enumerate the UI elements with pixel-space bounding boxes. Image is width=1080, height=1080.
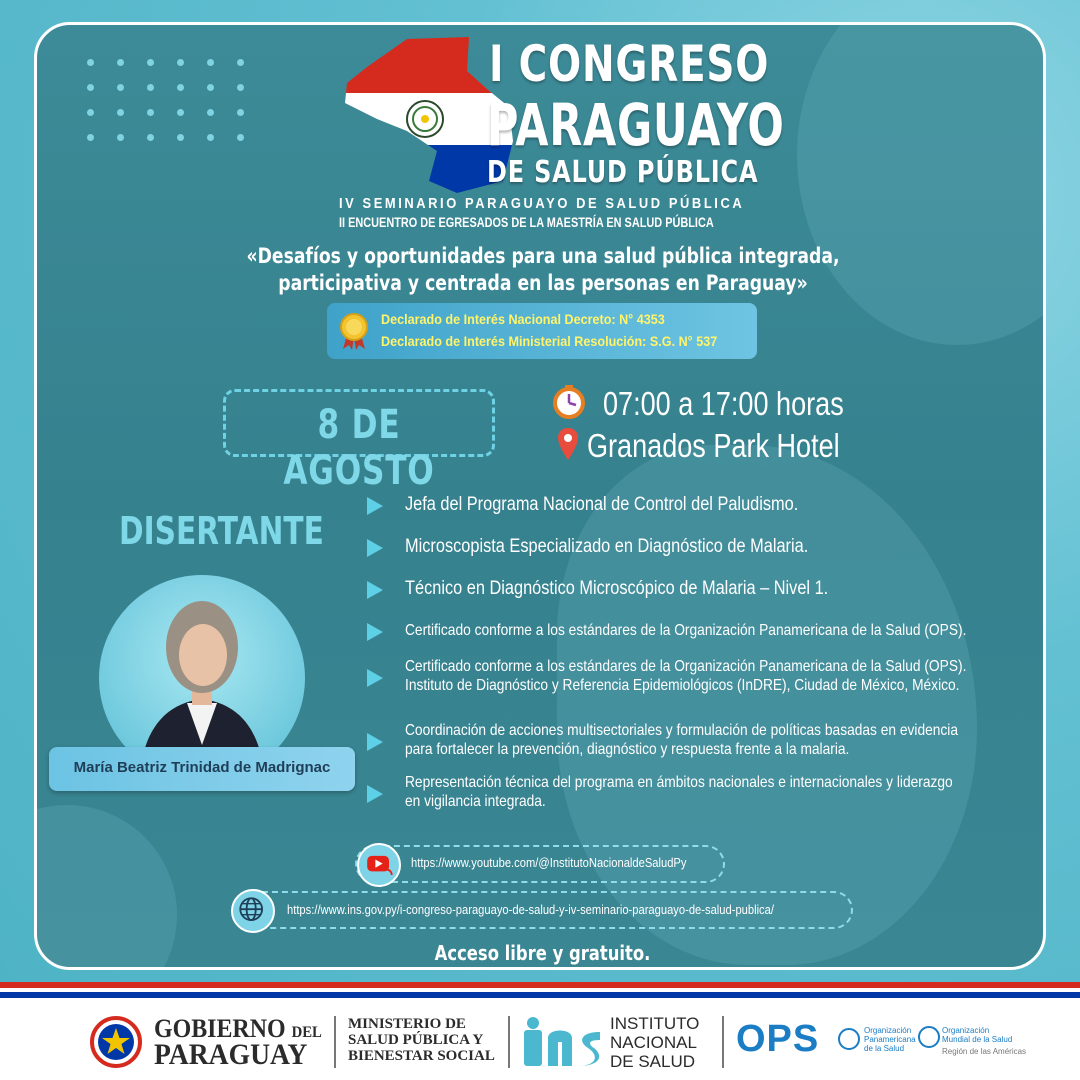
arrow-icon	[367, 785, 383, 803]
map-shape	[557, 445, 977, 965]
subtitle-seminario: IV SEMINARIO PARAGUAYO DE SALUD PÚBLICA	[339, 195, 745, 212]
location-pin-icon	[557, 427, 579, 461]
gobierno-text: GOBIERNO DEL	[154, 1014, 322, 1043]
arrow-icon	[367, 581, 383, 599]
medal-icon	[339, 313, 369, 351]
title-line-1: I CONGRESO	[489, 35, 770, 93]
credential-text: Jefa del Programa Nacional de Control del Paludismo.	[405, 494, 799, 515]
ministerio-text: MINISTERIO DE SALUD PÚBLICA Y BIENESTAR SOCIAL	[348, 1016, 495, 1064]
theme-line-1: «Desafíos y oportunidades para una salud pública integrada,	[246, 244, 840, 268]
date-box	[223, 389, 495, 494]
access-note	[37, 941, 1046, 965]
website-button[interactable]	[231, 889, 275, 933]
credential-text: Microscopista Especializado en Diagnóstico de Malaria.	[405, 536, 809, 557]
access-text: Acceso libre y gratuito.	[435, 941, 651, 965]
dot-pattern	[87, 59, 247, 149]
globe-icon	[233, 891, 273, 931]
credential-text-line-1: Coordinación de acciones multisectoriales y formulación de políticas basadas en evidencia	[405, 722, 959, 739]
gobierno-star-icon	[88, 1016, 144, 1068]
declarations-box	[327, 303, 757, 359]
youtube-url[interactable]: https://www.youtube.com/@InstitutoNacionaldeSaludPy	[411, 855, 687, 870]
event-place: Granados Park Hotel	[587, 427, 840, 464]
divider	[722, 1016, 724, 1068]
arrow-icon	[367, 497, 383, 515]
credential-text: Técnico en Diagnóstico Microscópico de Malaria – Nivel 1.	[405, 578, 829, 599]
main-panel	[34, 22, 1046, 970]
declaration-ministerial: Declarado de Interés Ministerial Resolución: S.G. N° 537	[381, 333, 718, 349]
youtube-button[interactable]	[357, 843, 401, 887]
credential-text-line-1: Certificado conforme a los estándares de la Organización Panamericana de la Salud (OPS).	[405, 658, 967, 675]
footer-logos	[0, 1004, 1080, 1080]
divider	[334, 1016, 336, 1068]
subtitle-encuentro: II ENCUENTRO DE EGRESADOS DE LA MAESTRÍA EN SALUD PÚBLICA	[339, 214, 714, 230]
event-time: 07:00 a 17:00 horas	[603, 385, 844, 422]
ops-org-text: Organización Panamericana de la Salud	[864, 1026, 916, 1053]
theme-quote	[37, 243, 1046, 297]
oms-emblem-icon	[918, 1026, 940, 1048]
declaration-national: Declarado de Interés Nacional Decreto: N° 4353	[381, 311, 665, 327]
youtube-icon	[359, 845, 399, 885]
speaker-name-box	[49, 747, 355, 791]
gobierno-del-text: DEL	[291, 1024, 322, 1041]
arrow-icon	[367, 623, 383, 641]
title-line-3: DE SALUD PÚBLICA	[487, 155, 759, 190]
clock-icon	[551, 383, 587, 419]
ops-emblem-icon	[838, 1028, 860, 1050]
speaker-heading: DISERTANTE	[119, 509, 324, 553]
theme-line-2: participativa y centrada en las personas en Paraguay»	[278, 271, 808, 295]
credential-text-line-1: Representación técnica del programa en ámbitos nacionales e internacionales y liderazgo	[405, 774, 953, 791]
oms-org-text: Organización Mundial de la Salud Región de las Américas	[942, 1026, 1027, 1056]
arrow-icon	[367, 669, 383, 687]
divider	[508, 1016, 510, 1068]
ops-logo-text: OPS	[736, 1018, 820, 1060]
credential-text-line-2: Instituto de Diagnóstico y Referencia Epidemiológicos (InDRE), Ciudad de México, México.	[405, 677, 960, 694]
speaker-name: María Beatriz Trinidad de Madrignac	[73, 759, 331, 776]
credential-text-line-2: para fortalecer la prevención, diagnóstico y respuesta frente a la malaria.	[405, 741, 850, 758]
credential-text-line-2: en vigilancia integrada.	[405, 793, 546, 810]
ins-text: INSTITUTO NACIONAL DE SALUD	[610, 1014, 700, 1071]
ins-logo-icon	[522, 1016, 602, 1068]
credential-text: Certificado conforme a los estándares de la Organización Panamericana de la Salud (OPS).	[405, 622, 967, 639]
arrow-icon	[367, 733, 383, 751]
event-date: 8 DE AGOSTO	[283, 402, 435, 494]
arrow-icon	[367, 539, 383, 557]
title-line-2: PARAGUAYO	[487, 91, 785, 159]
website-url[interactable]: https://www.ins.gov.py/i-congreso-paraguayo-de-salud-y-iv-seminario-paraguayo-de-salud-publica/	[287, 902, 774, 917]
paraguay-text: PARAGUAY	[154, 1038, 308, 1071]
